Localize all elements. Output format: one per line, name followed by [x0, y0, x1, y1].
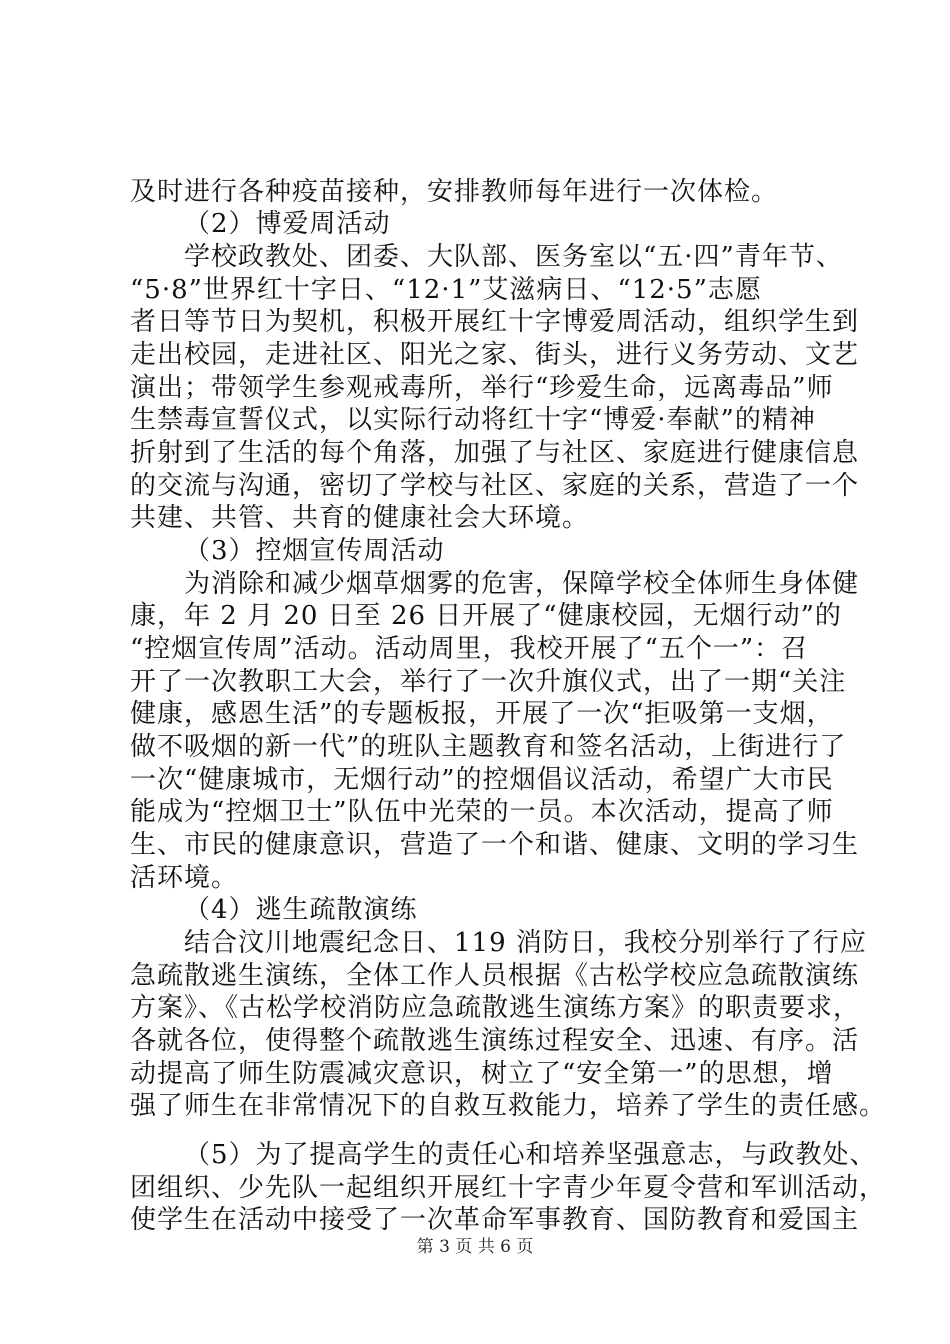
text-line: 学校政教处、团委、大队部、医务室以“五·四”青年节、: [184, 242, 843, 272]
page-number-footer: 第 3 页 共 6 页: [416, 1237, 534, 1257]
text-line: 团组织、少先队一起组织开展红十字青少年夏令营和军训活动，: [130, 1173, 887, 1203]
section-heading: （3）控烟宣传周活动: [184, 536, 445, 566]
section-heading: （2）博爱周活动: [184, 209, 391, 239]
text-line: 各就各位，使得整个疏散逃生演练过程安全、迅速、有序。活: [130, 1026, 860, 1056]
text-line: 折射到了生活的每个角落，加强了与社区、家庭进行健康信息: [130, 438, 860, 468]
text-line: 共建、共管、共育的健康社会大环境。: [130, 503, 590, 533]
text-line: 能成为“控烟卫士”队伍中光荣的一员。本次活动，提高了师: [130, 797, 834, 827]
text-line: 健康，感恩生活”的专题板报，开展了一次“拒吸第一支烟，: [130, 699, 834, 729]
text-line: 开了一次教职工大会，举行了一次升旗仪式，出了一期“关注: [130, 667, 847, 697]
text-line: 走出校园，走进社区、阳光之家、街头，进行义务劳动、文艺: [130, 340, 860, 370]
text-line: 康，年 2 月 20 日至 26 日开展了“健康校园，无烟行动”的: [130, 601, 842, 631]
text-line: 方案》、《古松学校消防应急疏散逃生演练方案》的职责要求，: [130, 993, 861, 1023]
text-line: 做不吸烟的新一代”的班队主题教育和签名活动，上街进行了: [130, 732, 847, 762]
text-line: 强了师生在非常情况下的自救互救能力，培养了学生的责任感。: [130, 1091, 887, 1121]
text-line: 生、市民的健康意识，营造了一个和谐、健康、文明的学习生: [130, 830, 860, 860]
text-line: 的交流与沟通，密切了学校与社区、家庭的关系，营造了一个: [130, 471, 860, 501]
text-line: （5）为了提高学生的责任心和培养坚强意志，与政教处、: [184, 1140, 877, 1170]
text-line: “控烟宣传周”活动。活动周里，我校开展了“五个一”：召: [130, 634, 809, 664]
text-line: 及时进行各种疫苗接种，安排教师每年进行一次体检。: [130, 177, 779, 207]
text-line: 使学生在活动中接受了一次革命军事教育、国防教育和爱国主: [130, 1205, 860, 1235]
text-line: “5·8”世界红十字日、“12·1”艾滋病日、“12·5”志愿: [130, 275, 762, 305]
text-line: 为消除和减少烟草烟雾的危害，保障学校全体师生身体健: [184, 569, 860, 599]
text-line: 者日等节日为契机，积极开展红十字博爱周活动，组织学生到: [130, 307, 860, 337]
text-line: 急疏散逃生演练，全体工作人员根据《古松学校应急疏散演练: [130, 961, 860, 991]
section-heading: （4）逃生疏散演练: [184, 895, 418, 925]
text-line: 结合汶川地震纪念日、119 消防日，我校分别举行了行应: [184, 928, 867, 958]
text-line: 一次“健康城市，无烟行动”的控烟倡议活动，希望广大市民: [130, 765, 834, 795]
text-line: 生禁毒宣誓仪式，以实际行动将红十字“博爱·奉献”的精神: [130, 405, 816, 435]
text-line: 活环境。: [130, 863, 239, 893]
text-line: 演出；带领学生参观戒毒所，举行“珍爱生命，远离毒品”师: [130, 373, 834, 403]
text-line: 动提高了师生防震减灾意识，树立了“安全第一”的思想，增: [130, 1059, 834, 1089]
